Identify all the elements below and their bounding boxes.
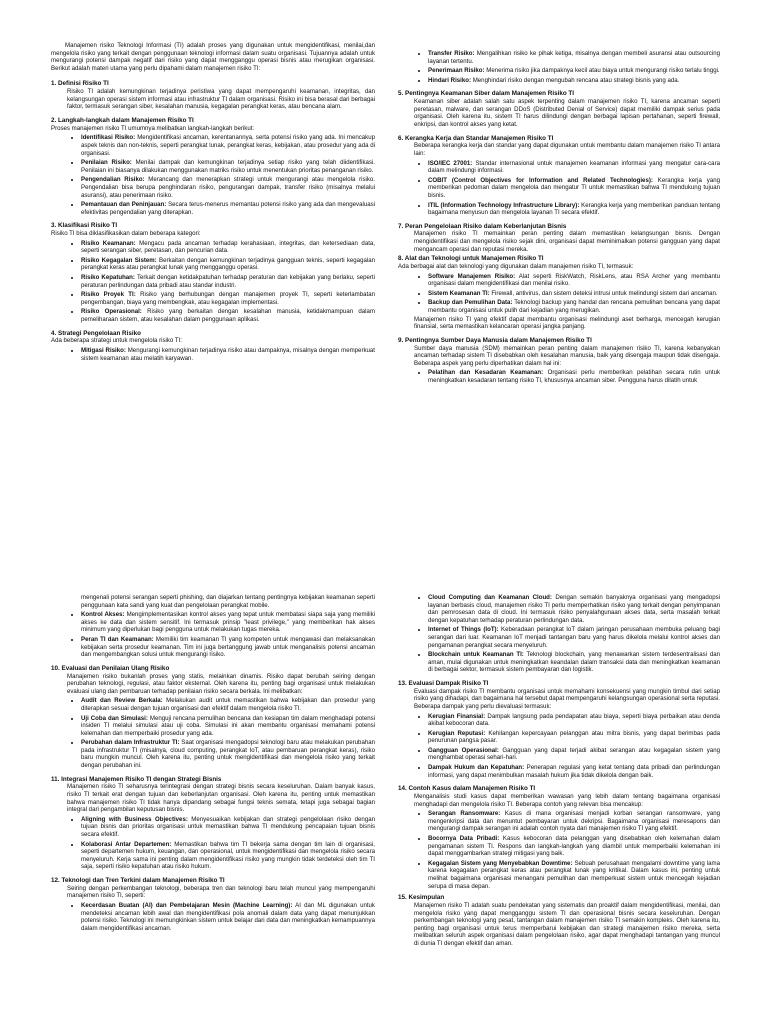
section-9-body: Sumber daya manusia (SDM) memainkan peran penting dalam manajemen risiko TI, karena kebanyakan ancaman terhadap sistem TI disebabkan oleh kesalahan manusia, baik yang disengaja maupun tidak disengaja. Beberapa aspek yang perlu diperhatikan dalam hal ini: xyxy=(414,344,720,367)
list-item xyxy=(428,713,720,728)
list-item-text: Mengacu pada ancaman terhadap kerahasiaan, integritas, dan ketersediaan data, seperti serangan siber, peretasan, dan pencurian data. xyxy=(81,239,375,255)
list-item-text: Secara terus-menerus memantau potensi risiko yang ada dan mengevaluasi efektivitas pengendalian yang diterapkan. xyxy=(81,201,375,216)
list-item-term: Peran TI dan Keamanan: xyxy=(81,635,154,643)
list-item-term: Pemantauan dan Peninjauan: xyxy=(81,201,167,209)
list-item xyxy=(81,291,375,306)
list-item-text: Risiko yang berkaitan dengan kesalahan manusia, ketidakmampuan dalam pemeliharaan sistem, atau kesalahan dalam penggunaan aplikasi. xyxy=(81,308,375,324)
list-item-term: Kerugian Reputasi: xyxy=(428,729,486,737)
list-item xyxy=(428,764,720,779)
list-item-text: Kasus di mana organisasi menjadi korban serangan ransomware, yang mengenkripsi data dan menuntut pembayaran untuk dekripsi. Bagaimana organisasi meresapons dan mengurangi dampak serangan ini adalah contoh nyata dari manajemen risiko TI yang efektif. xyxy=(428,810,720,833)
section-7-heading: 7. Peran Pengelolaan Risiko dalam Keberlanjutan Bisnis xyxy=(398,222,567,230)
list-item xyxy=(81,347,375,362)
list-item xyxy=(81,240,375,255)
section-9-list xyxy=(398,369,720,384)
list-item-term: ISO/IEC 27001: xyxy=(428,159,473,167)
section-1-body: Risiko TI adalah kemungkinan terjadinya peristiwa yang dapat mempengaruhi keamanan, integritas, dan kelangsungan operasi sistem informasi atau infrastruktur TI dalam organisasi. Risiko ini bisa berasal dari berbagai faktor, termasuk serangan siber, kesalahan manusia, kegagalan perangkat keras, atau bencana alam. xyxy=(67,88,375,111)
list-item-term: Risiko Kepatuhan: xyxy=(81,274,135,282)
section-12-heading: 12. Teknologi dan Tren Terkini dalam Manajemen Risiko TI xyxy=(51,877,225,884)
list-item-term: Backup dan Pemulihan Data: xyxy=(428,299,513,307)
list-item xyxy=(428,160,720,175)
list-item-term: Serangan Ransomware: xyxy=(428,810,501,818)
section-14-body: Menganalisis studi kasus dapat memberikan wawasan yang lebih dalam tentang bagaimana organisasi menghadapi dan mengelola risiko TI. Beberapa contoh yang relevan bisa mencakup: xyxy=(414,793,720,808)
list-item-text: Organisasi perlu memberikan pelatihan secara rutin untuk meningkatkan kesadaran tentang risiko TI, khususnya ancaman siber. Pengguna harus dilatih untuk xyxy=(428,369,720,384)
list-item-term: Risiko Keamanan: xyxy=(81,239,136,247)
list-item-text: Alat seperti RiskWatch, RiskLens, atau RSA Archer yang membantu organisasi dalam mengidentifikasi dan menilai risiko. xyxy=(428,272,720,288)
page-1-right-column xyxy=(398,42,720,558)
list-item-text: Kerangka kerja yang memberikan panduan tentang bagaimana menyusun dan mengelola layanan TI secara efektif. xyxy=(428,201,720,217)
section-4-lead: Ada beberapa strategi untuk mengelola risiko TI: xyxy=(51,337,182,345)
section-2-lead: Proses manajemen risiko TI umumnya melibatkan langkah-langkah berikut: xyxy=(51,124,255,132)
list-item xyxy=(81,257,375,272)
list-item-term: Kolaborasi Antar Departemen: xyxy=(81,840,172,848)
list-item-term: Gangguan Operasional: xyxy=(428,746,499,754)
list-item xyxy=(428,77,720,85)
list-item-text: Penerapan regulasi yang ketat tentang data pribadi dan perlindungan informasi, yang dapat menimbulkan masalah hukum jika tidak dikelola dengan baik. xyxy=(428,764,720,779)
list-item xyxy=(428,67,720,75)
list-item-term: Identifikasi Risiko: xyxy=(81,134,136,142)
list-item-text: Kasus kebocoran data pelanggan yang disebabkan oleh kelemahan dalam pengamanan sistem TI. Respons dan langkah-langkah yang diambil untuk memperbaiki kelemahan ini dapat menggambarkan strategi mitigasi yang baik. xyxy=(428,835,720,858)
page-2-left-column xyxy=(51,594,375,1024)
section-11-heading: 11. Integrasi Manajemen Risiko TI dengan Strategi Bisnis xyxy=(51,775,222,783)
list-item-term: Risiko Operasional: xyxy=(81,308,142,316)
list-item-term: Perubahan dalam Infrastruktur TI: xyxy=(81,739,180,747)
section-2-list xyxy=(51,134,375,216)
list-item-term: ITIL (Information Technology Infrastructure Library): xyxy=(428,201,580,209)
section-13-body: Evaluasi dampak risiko TI membantu organisasi untuk memahami konsekuensi yang mungkin timbul dari setiap risiko yang dihadapi, dan bagaimana hal tersebut dapat mempengaruhi kelangsungan operasional serta reputasi. Beberapa dampak yang perlu dievaluasi termasuk: xyxy=(414,687,720,710)
list-item-text: Sebuah perusahaan mengalami downtime yang lama karena kegagalan perangkat keras atau perangkat lunak yang kritikal. Dalam kasus ini, penting untuk melihat bagaimana organisasi menangani pemulihan dan memperkuat sistem untuk mencegah kejadian serupa di masa depan. xyxy=(428,859,720,890)
section-8-list xyxy=(398,273,720,315)
list-item-text: Keberadaan perangkat IoT dalam jaringan perusahaan membuka peluang bagi serangan dari luar. Keamanan IoT menjadi tantangan baru yang harus dikelola melalui kontrol akses dan pengamanan perangkat secara menyeluruh. xyxy=(428,626,720,649)
list-item-text: Kehilangan kepercayaan pelanggan atau mitra bisnis, yang dapat berimbas pada penurunan pangsa pasar. xyxy=(428,729,720,745)
list-item-text: Menyesuaikan kebijakan dan strategi pengelolaan risiko dengan tujuan bisnis dan prioritas organisasi untuk memastikan bahwa TI mendukung pencapaian tujuan bisnis secara efektif. xyxy=(81,815,375,839)
list-item xyxy=(81,697,375,712)
list-item-text: Teknologi backup yang handal dan rencana pemulihan bencana yang dapat membantu organisasi untuk pulih dari kejadian yang merugikan. xyxy=(428,299,720,315)
list-item-term: Dampak Hukum dan Kepatuhan: xyxy=(428,764,525,772)
list-item-term: Risiko Proyek TI: xyxy=(81,291,136,299)
list-item-text: Merancang dan menerapkan strategi untuk mengurangi atau mengelola risiko. Pengendalian bisa berupa penghindaran risiko, pengurangan dampak, transfer risiko (misalnya melalui asuransi), atau penerimaan risiko. xyxy=(81,176,375,199)
list-item-text: Risiko yang berhubungan dengan manajemen proyek TI, seperti keterlambatan pengembangan, biaya yang membengkak, atau kegagalan implementasi. xyxy=(81,291,375,306)
section-8-lead: Ada berbagai alat dan teknologi yang digunakan dalam manajemen risiko TI, termasuk: xyxy=(398,263,634,271)
list-item xyxy=(81,636,375,659)
list-item xyxy=(428,860,720,890)
list-item xyxy=(428,747,720,762)
section-5-heading: 5. Pentingnya Keamanan Siber dalam Manajemen Risiko TI xyxy=(398,90,575,98)
list-item-term: COBIT (Control Objectives for Information and Related Technologies): xyxy=(428,176,653,184)
section-5-body: Keamanan siber adalah salah satu aspek terpenting dalam manajemen risiko TI, karena ancaman seperti peretasan, malware, dan serangan DDoS (Distributed Denial of Service) dapat memiliki dampak serius pada organisasi. Oleh karena itu, sistem TI harus dilindungi dengan berbagai lapisan pertahanan, seperti firewall, enkripsi, dan kontrol akses yang ketat. xyxy=(414,98,720,128)
list-item-term: Kegagalan Sistem yang Menyebabkan Downtime: xyxy=(428,859,573,867)
list-item-term: Transfer Risiko: xyxy=(428,50,475,57)
list-item-term: Blockchain untuk Keamanan TI: xyxy=(428,651,524,659)
section-3-lead: Risiko TI bisa diklasifikasikan dalam beberapa kategori: xyxy=(51,230,201,238)
list-item-text: Saat organisasi mengadopsi teknologi baru atau melakukan perubahan pada infrastruktur TI (misalnya, cloud computing, perangkat IoT, atau pembaruan perangkat keras), risiko baru mungkin muncul. Oleh karena itu, penting untuk mengidentifikasi dan mengelola risiko yang terkait dengan perubahan ini. xyxy=(81,739,375,770)
section-13-heading: 13. Evaluasi Dampak Risiko TI xyxy=(398,679,489,687)
list-item xyxy=(428,202,720,217)
list-item-term: Cloud Computing dan Keamanan Cloud: xyxy=(428,594,552,601)
section-10-heading: 10. Evaluasi dan Penilaian Ulang Risiko xyxy=(51,664,170,672)
list-item-text: Firewall, antivirus, dan sistem deteksi intrusi untuk melindungi sistem dari ancaman. xyxy=(489,289,718,297)
list-item-text: Dengan semakin banyaknya organisasi yang mengadopsi layanan berbasis cloud, manajemen risiko TI perlu memperhatikan risiko yang terkait dengan penyimpanan dan pemrosesan data di cloud. Ini termasuk risiko penyalahgunaan akses data, serta masalah terkait dengan kepatuhan terhadap peraturan perlindungan data. xyxy=(428,594,720,624)
section-10-body: Manajemen risiko bukanlah proses yang statis, melainkan dinamis. Risiko dapat berubah seiring dengan perubahan teknologi, regulasi, atau faktor eksternal. Oleh karena itu, penting bagi organisasi untuk melakukan evaluasi ulang dan pembaruan terhadap penilaian risiko secara berkala. Ini melibatkan: xyxy=(67,672,375,695)
section-2-heading: 2. Langkah-langkah dalam Manajemen Risiko TI xyxy=(51,116,194,124)
section-6-heading: 6. Kerangka Kerja dan Standar Manajemen Risiko TI xyxy=(398,134,554,142)
list-item xyxy=(428,835,720,858)
list-item-term: Sistem Keamanan TI: xyxy=(428,289,490,297)
list-item xyxy=(428,594,720,624)
list-item-term: Software Manajemen Risiko: xyxy=(428,272,516,280)
list-item-term: Kecerdasan Buatan (AI) dan Pembelajaran Mesin (Machine Learning): xyxy=(81,901,293,909)
list-item-term: Audit dan Review Berkala: xyxy=(81,697,163,705)
list-item-text: Terkait dengan ketidakpatuhan terhadap peraturan dan kebijakan yang berlaku, seperti peraturan perlindungan data pribadi atau standar industri. xyxy=(81,274,375,289)
section-15-body: Manajemen risiko TI adalah suatu pendekatan yang sistematis dan proaktif dalam mengidentifikasi, menilai, dan mengelola risiko yang dapat mengganggu sistem TI dan operasional bisnis secara keseluruhan. Dengan perkembangan teknologi yang pesat, tantangan dalam manajemen risiko TI semakin kompleks. Oleh karena itu, penting bagi organisasi untuk terus memperbarui kebijakan dan strategi manajemen risiko mereka, serta melibatkan seluruh aspek organisasi dalam pengelolaan risiko, agar dapat menghadapi tantangan yang muncul di dunia TI dengan efektif dan aman. xyxy=(414,901,720,947)
section-14-list xyxy=(398,810,720,890)
list-item xyxy=(428,273,720,288)
section-6-list xyxy=(398,160,720,217)
document-page-2 xyxy=(0,584,768,1024)
list-item xyxy=(81,159,375,174)
list-item xyxy=(81,176,375,199)
continued-text: mengenali potensi serangan seperti phishing, dan diajarkan tentang pentingnya kebijakan keamanan seperti penggunaan kata sandi yang kuat dan pengelolaan perangkat mobile. xyxy=(81,594,375,609)
list-item-text: Menilai dampak dan kemungkinan terjadinya setiap risiko yang telah diidentifikasi. Penilaian ini biasanya dilakukan menggunakan matriks risiko untuk menentukan prioritas penanganan risiko. xyxy=(81,159,375,174)
section-3-heading: 3. Klasifikasi Risiko TI xyxy=(51,222,118,230)
list-item xyxy=(81,739,375,769)
list-item-text: Kerangka kerja yang memberikan pedoman dalam mengelola dan mengatur TI untuk memastikan bahwa TI mendukung tujuan bisnis. xyxy=(428,176,720,199)
list-item xyxy=(428,290,720,298)
list-item xyxy=(428,651,720,674)
section-3-list xyxy=(51,240,375,324)
list-item-term: Internet of Things (IoT): xyxy=(428,626,499,634)
page-2-right-column xyxy=(398,594,720,1024)
list-item xyxy=(428,299,720,314)
section-6-lead: Beberapa kerangka kerja dan standar yang dapat digunakan untuk membantu dalam manajemen risiko TI antara lain: xyxy=(414,142,720,157)
list-item xyxy=(81,201,375,216)
list-item-text: Menguji rencana pemulihan bencana dan kesiapan tim dalam menghadapi potensi insiden TI melalui simulasi atau uji coba. Simulasi ini akan membantu organisasi memahami potensi kelemahan dan memperbaiki prosedur yang ada. xyxy=(81,714,375,737)
list-item xyxy=(428,50,720,65)
list-item-term: Bocornya Data Pribadi: xyxy=(428,835,500,843)
section-7-body: Manajemen risiko TI memainkan peran penting dalam memastikan kelangsungan bisnis. Dengan mengidentifikasi dan mengelola risiko sejak dini, organisasi dapat meminimalkan potensi gangguan yang dapat mengancam operasi dan reputasi mereka. xyxy=(414,230,720,253)
section-4-heading: 4. Strategi Pengelolaan Risiko xyxy=(51,329,141,337)
section-11-body: Manajemen risiko TI seharusnya terintegrasi dengan strategi bisnis secara keseluruhan. Dalam banyak kasus, risiko TI terkait erat dengan tujuan dan keberlanjutan organisasi. Oleh karena itu, penting untuk memastikan bahwa manajemen risiko TI tidak hanya dipandang sebagai fungsi teknis semata, tetapi juga sebagai bagian integral dari pengambilan keputusan bisnis. xyxy=(67,783,375,814)
list-item-text: Menghindari risiko dengan mengubah rencana atau strategi bisnis yang ada. xyxy=(471,76,680,84)
list-item xyxy=(81,715,375,738)
section-13-list xyxy=(398,713,720,780)
list-item xyxy=(428,369,720,384)
section-8-heading: 8. Alat dan Teknologi untuk Manajemen Risiko TI xyxy=(398,255,544,263)
list-item-term: Uji Coba dan Simulasi: xyxy=(81,714,148,722)
list-item xyxy=(428,810,720,833)
list-item-text: Berkaitan dengan kemungkinan terjadinya gangguan teknis, seperti kegagalan perangkat keras atau perangkat lunak yang mengganggu operasi. xyxy=(81,256,375,272)
list-item-text: Menerima risiko jika dampaknya kecil atau biaya untuk mengurangi risiko terlalu tinggi. xyxy=(484,67,720,75)
section-4-list-continued xyxy=(398,50,720,84)
section-8-closing: Manajemen risiko TI yang efektif dapat membantu organisasi melindungi aset berharga, mencegah kerugian finansial, serta memastikan kelancaran operasi jangka panjang. xyxy=(414,315,720,331)
section-9-list-continued xyxy=(51,611,375,659)
list-item-text: Memastikan bahwa tim TI bekerja sama dengan tim lain di organisasi, seperti departemen hukum, keuangan, dan operasional, untuk mengidentifikasi dan mengelola risiko secara menyeluruh. Kerja sama ini penting dalam mengidentifikasi risiko yang mungkin tidak terdeteksi oleh tim TI saja, seperti risiko kepatuhan atau risiko hukum. xyxy=(81,840,375,871)
list-item-term: Kerugian Finansial: xyxy=(428,712,486,720)
list-item-text: Mengimplementasikan kontrol akses yang tepat untuk membatasi siapa saja yang memiliki akses ke data dan sistem sensitif. Ini termasuk prinsip "least privilege," yang memberikan hak akses minimum yang diperlukan bagi pengguna untuk melakukan tugas mereka. xyxy=(81,611,375,634)
list-item-term: Kontrol Akses: xyxy=(81,611,125,619)
list-item xyxy=(428,730,720,745)
list-item-text: Standar internasional untuk manajemen keamanan informasi yang mengatur cara-cara dalam melindungi informasi. xyxy=(428,159,720,175)
list-item xyxy=(428,626,720,649)
list-item-text: Mengidentifikasi ancaman, kerentanannya, serta potensi risiko yang ada. Ini mencakup aspek teknis dan non-teknis, seperti perangkat lunak, perangkat keras, kebijakan, atau prosedur yang ada di organisasi. xyxy=(81,134,375,157)
list-item-text: Memiliki tim keamanan TI yang kompeten untuk mengawasi dan melaksanakan kebijakan serta prosedur keamanan. Tim ini juga bertanggung jawab untuk menganalisis potensi ancaman dan mengembangkan solusi untuk mengurangi risiko. xyxy=(81,635,375,659)
section-1-heading: 1. Definisi Risiko TI xyxy=(51,80,109,88)
list-item-text: Melakukan audit untuk memastikan bahwa kebijakan dan prosedur yang diterapkan sesuai dengan tujuan organisasi dan efektif dalam mengelola risiko TI. xyxy=(81,697,375,712)
section-12-body: Seiring dengan perkembangan teknologi, beberapa tren dan teknologi baru telah muncul yang mempengaruhi manajemen risiko TI, seperti: xyxy=(67,884,375,900)
list-item xyxy=(81,611,375,634)
section-4-list xyxy=(51,347,375,362)
list-item xyxy=(81,902,375,932)
list-item xyxy=(428,177,720,200)
list-item-term: Mitigasi Risiko: xyxy=(81,347,126,354)
list-item-text: Dampak langsung pada pendapatan atau biaya, seperti biaya perbaikan atau denda akibat kebocoran data. xyxy=(428,712,720,728)
list-item-term: Penilaian Risiko: xyxy=(81,159,132,167)
section-12-list xyxy=(51,902,375,932)
page-gap xyxy=(0,560,768,584)
section-12-list-continued xyxy=(398,594,720,674)
section-10-list xyxy=(51,697,375,769)
list-item-text: AI dan ML digunakan untuk mendeteksi ancaman lebih awal dan mengidentifikasi pola anomali dalam data yang dapat menunjukkan potensi risiko. Teknologi ini memungkinkan sistem untuk belajar dari data dan meningkatkan kemampuannya dalam mengidentifikasi ancaman. xyxy=(81,901,375,932)
list-item-text: Teknologi blockchain, yang menawarkan sistem terdesentralisasi dan aman, mulai digunakan untuk meningkatkan keandalan dalam transaksi data dan meningkatkan keamanan di berbagai sektor, termasuk sistem pembayaran dan logistik. xyxy=(428,651,720,674)
section-15-heading: 15. Kesimpulan xyxy=(398,894,445,902)
section-14-heading: 14. Contoh Kasus dalam Manajemen Risiko TI xyxy=(398,785,536,793)
list-item-term: Hindari Risiko: xyxy=(428,76,472,84)
list-item xyxy=(81,134,375,157)
list-item-term: Pengendalian Risiko: xyxy=(81,176,145,184)
list-item xyxy=(81,308,375,323)
list-item xyxy=(81,816,375,839)
list-item xyxy=(81,274,375,289)
intro-paragraph: Manajemen risiko Teknologi Informasi (TI) adalah proses yang digunakan untuk mengidentifikasi, menilai,dan mengelola risiko yang terkait dengan penggunaan teknologi informasi dalam suatu organisasi. Tujuannya adalah untuk mengurangi potensi dampak negatif dari risiko yang dapat mengganggu operasi bisnis atau merugikan organisasi. Berikut adalah materi utama yang perlu dipahami dalam manajemen risiko TI: xyxy=(51,42,375,72)
list-item-text: Mengalihkan risiko ke pihak ketiga, misalnya dengan membeli asuransi atau outsourcing layanan tertentu. xyxy=(428,50,720,65)
list-item-term: Aligning with Business Objectives: xyxy=(81,815,188,823)
section-9-heading: 9. Pentingnya Sumber Daya Manusia dalam Manajemen Risiko TI xyxy=(398,336,592,344)
list-item-term: Pelatihan dan Kesadaran Keamanan: xyxy=(428,369,544,377)
list-item-term: Risiko Kegagalan Sistem: xyxy=(81,256,157,264)
list-item xyxy=(81,841,375,871)
list-item-text: Mengurangi kemungkinan terjadinya risiko atau dampaknya, misalnya dengan memperkuat sistem keamanan atau melatih karyawan. xyxy=(81,347,375,362)
list-item-text: Gangguan yang dapat terjadi akibat serangan atau kegagalan sistem yang menghambat operasi sehari-hari. xyxy=(428,746,720,762)
section-11-list xyxy=(51,816,375,871)
page-1-left-column xyxy=(51,42,375,558)
list-item-term: Penerimaan Risiko: xyxy=(428,67,485,75)
